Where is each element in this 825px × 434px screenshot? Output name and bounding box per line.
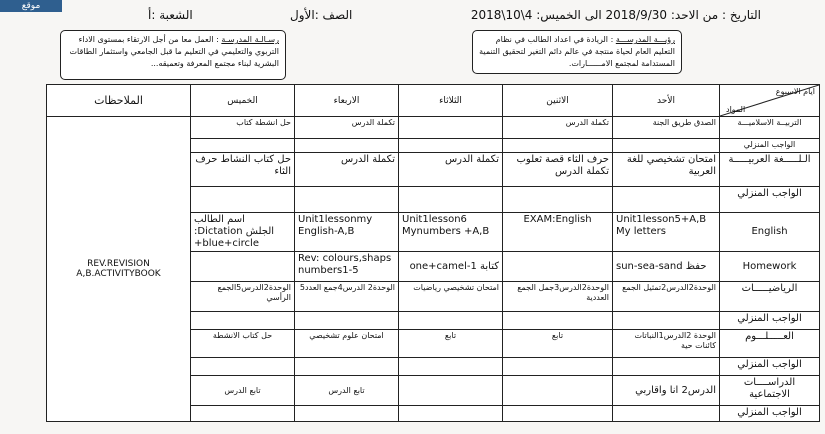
cell-islamic-mon: تكملة الدرس <box>503 117 613 139</box>
subject-social-homework: الواجب المنزلي <box>720 406 820 422</box>
subject-arabic-homework: الواجب المنزلي <box>720 187 820 213</box>
mission-text: : العمل معا من أجل الارتقاء بمستوى الاداء التربوي والتعليمي في التعليم ما قبل الجامعي واستثمار الطاقات البشرية لبناء مجتمع المعرفة وتعميقه... <box>69 35 279 68</box>
cell-english-hw-mon <box>503 252 613 282</box>
cell-social-mon <box>503 376 613 406</box>
cell-math-hw-wed <box>295 312 399 330</box>
cell-english-thu: اسم الطالب :Dictation الجلش +blue+circle <box>191 213 295 252</box>
cell-science-wed: امتحان علوم تشخيصي <box>295 330 399 358</box>
cell-social-tue <box>399 376 503 406</box>
cell-science-hw-wed <box>295 358 399 376</box>
subject-islamic: التربيــة الاسلاميـــة <box>720 117 820 139</box>
mission-title: رسـالـة المدرسـة <box>221 35 279 44</box>
cell-science-tue: تابع <box>399 330 503 358</box>
cell-arabic-tue: تكملة الدرس <box>399 153 503 187</box>
notes-text: REV.REVISION A,B.ACTIVITYBOOK <box>76 259 161 279</box>
cell-arabic-hw-sun <box>613 187 720 213</box>
cell-social-hw-sun <box>613 406 720 422</box>
subject-english-homework: Homework <box>720 252 820 282</box>
weekly-schedule-table <box>46 84 820 422</box>
subject-science-homework: الواجب المنزلي <box>720 358 820 376</box>
cell-math-sun: الوحدة2الدرس2تمثيل الجمع <box>613 282 720 312</box>
corner-header <box>720 85 820 117</box>
cell-math-thu: الوحدة2الدرس5الجمع الرأسي <box>191 282 295 312</box>
day-header-sunday: الأحد <box>613 85 720 117</box>
subject-english: English <box>720 213 820 252</box>
section-label: الشعبة :أ <box>148 8 193 22</box>
cell-arabic-hw-wed <box>295 187 399 213</box>
cell-social-hw-tue <box>399 406 503 422</box>
cell-islamic-hw-thu <box>191 139 295 153</box>
vision-text: : الريادة في اعداد الطالب في نظام التعليم العام لحياة منتجة في عالم دائم التغير لتحقيق التنمية المستدامة لمجتمع الامــــــارات. <box>479 35 675 68</box>
cell-english-hw-thu <box>191 252 295 282</box>
grade-label: الصف :الأول <box>290 8 353 22</box>
cell-arabic-thu: حل كتاب النشاط حرف الثاء <box>191 153 295 187</box>
cell-arabic-hw-mon <box>503 187 613 213</box>
cell-social-sun: الدرس2 انا واقاربي <box>613 376 720 406</box>
cell-english-hw-sun: sun-sea-sand حفظ <box>613 252 720 282</box>
cell-social-hw-mon <box>503 406 613 422</box>
cell-arabic-hw-thu <box>191 187 295 213</box>
cell-science-sun: الوحدة 2الدرس1النباتات كائنات حية <box>613 330 720 358</box>
cell-islamic-wed: تكملة الدرس <box>295 117 399 139</box>
cell-islamic-hw-sun <box>613 139 720 153</box>
subject-social: الدراســــات الاجتماعية <box>720 376 820 406</box>
cell-math-hw-mon <box>503 312 613 330</box>
subject-science: العـــــلـــوم <box>720 330 820 358</box>
cell-islamic-tue <box>399 117 503 139</box>
corner-days-label: ايام الاسبوع <box>775 87 815 96</box>
cell-science-hw-mon <box>503 358 613 376</box>
cell-english-hw-wed: Rev: colours,shaps numbers1-5 <box>295 252 399 282</box>
cell-science-thu: حل كتاب الانشطة <box>191 330 295 358</box>
cell-arabic-sun: امتحان تشخيصي للغة العربية <box>613 153 720 187</box>
cell-science-hw-sun <box>613 358 720 376</box>
notes-cell <box>47 117 191 422</box>
cell-social-hw-wed <box>295 406 399 422</box>
cell-english-mon: EXAM:English <box>503 213 613 252</box>
subject-math-homework: الواجب المنزلي <box>720 312 820 330</box>
cell-english-wed: Unit1lessonmy English-A,B <box>295 213 399 252</box>
table-row <box>47 117 820 139</box>
cell-science-hw-tue <box>399 358 503 376</box>
day-header-wednesday: الاربعاء <box>295 85 399 117</box>
mission-box <box>60 30 286 80</box>
cell-math-hw-tue <box>399 312 503 330</box>
date-range: التاريخ : من الاحد: 2018/9/30 الى الخميس: 4\10\2018 <box>470 8 761 22</box>
cell-science-mon: تابع <box>503 330 613 358</box>
cell-math-mon: الوحدة2الدرس3جمل الجمع العددية <box>503 282 613 312</box>
vision-box <box>472 30 682 74</box>
subject-math: الرياضيـــــات <box>720 282 820 312</box>
cell-english-tue: Unit1lesson6 Mynumbers +A,B <box>399 213 503 252</box>
site-logo: موقع <box>0 0 62 12</box>
day-header-thursday: الخميس <box>191 85 295 117</box>
cell-math-hw-thu <box>191 312 295 330</box>
cell-social-wed: تابع الدرس <box>295 376 399 406</box>
day-header-tuesday: الثلاثاء <box>399 85 503 117</box>
cell-arabic-wed: تكملة الدرس <box>295 153 399 187</box>
notes-header: الملاحظات <box>47 85 191 117</box>
cell-islamic-thu: حل انشطة كتاب <box>191 117 295 139</box>
cell-islamic-sun: الصدق طريق الجنة <box>613 117 720 139</box>
cell-english-hw-tue: كتابة 1-one+camel <box>399 252 503 282</box>
corner-subjects-label: المواد <box>726 105 746 114</box>
subject-arabic: الـلـــــغة العربيـــــة <box>720 153 820 187</box>
cell-social-hw-thu <box>191 406 295 422</box>
cell-islamic-hw-wed <box>295 139 399 153</box>
cell-arabic-mon: حرف الثاء قصة ثعلوب تكملة الدرس <box>503 153 613 187</box>
cell-science-hw-thu <box>191 358 295 376</box>
cell-arabic-hw-tue <box>399 187 503 213</box>
cell-math-wed: الوحدة2 الدرس4جمع العدد5 <box>295 282 399 312</box>
day-header-monday: الاثنين <box>503 85 613 117</box>
cell-islamic-hw-mon <box>503 139 613 153</box>
vision-title: رؤيـــة المدرســـة <box>615 35 675 44</box>
cell-math-tue: امتحان تشخيصي رياضيات <box>399 282 503 312</box>
subject-islamic-homework: الواجب المنزلي <box>720 139 820 153</box>
cell-math-hw-sun <box>613 312 720 330</box>
cell-social-thu: تابع الدرس <box>191 376 295 406</box>
cell-islamic-hw-tue <box>399 139 503 153</box>
cell-english-sun: Unit1lesson5+A,B My letters <box>613 213 720 252</box>
